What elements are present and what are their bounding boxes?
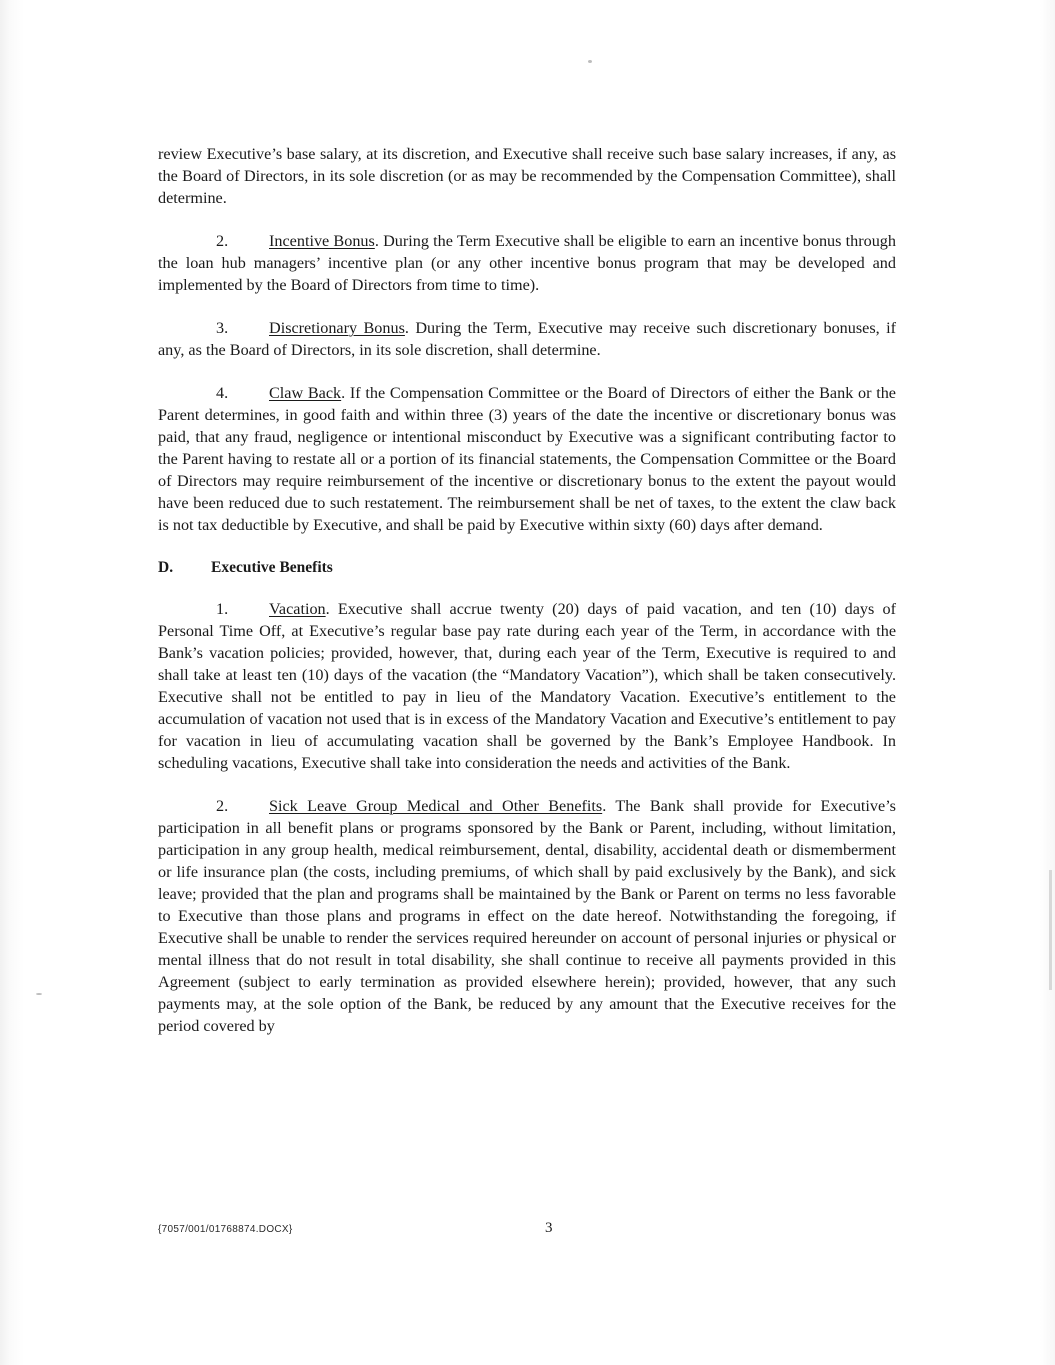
item-number: 1.	[216, 600, 229, 618]
incentive-bonus-title: Incentive Bonus	[269, 232, 375, 250]
page-number: 3	[545, 1220, 553, 1236]
section-d-title: Executive Benefits	[211, 559, 333, 576]
item-number: 2.	[216, 232, 229, 250]
claw-back-title: Claw Back	[269, 384, 342, 402]
incentive-bonus-body: . During the Term Executive shall be eligible to earn an incentive bonus through the loan hub managers’ incentive plan (or any other incentive bonus program that may be developed and implemented by the Board of Directors from time to time).	[158, 232, 896, 294]
item-number: 2.	[216, 797, 229, 815]
claw-back-body: . If the Compensation Committee or the Board of Directors of either the Bank or the Parent determines, in good faith and within three (3) years of the date the incentive or discretionary bonus was paid, that any fraud, negligence or intentional misconduct by Executive was a significant contributing factor to the Parent having to restate all or a portion of its financial statements, the Compensation Committee or the Board of Directors may require reimbursement of the incentive or discretionary bonus to the extent the payout would have been reduced due to such restatement. The reimbursement shall be net of taxes, to the extent the claw back is not tax deductible by Executive, and shall be paid by Executive within sixty (60) days after demand.	[158, 384, 896, 534]
item-number: 4.	[216, 384, 229, 402]
claw-back-paragraph	[158, 382, 896, 536]
sick-leave-paragraph	[158, 795, 896, 1037]
section-d-label: D.	[158, 559, 174, 576]
intro-paragraph: review Executive’s base salary, at its discretion, and Executive shall receive such base salary increases, if any, as the Board of Directors, in its sole discretion (or as may be recommended by the Compensation Committee), shall determine.	[158, 145, 896, 207]
scan-speck	[36, 993, 42, 995]
sick-leave-title: Sick Leave Group Medical and Other Benefits	[269, 797, 603, 815]
sick-leave-body: . The Bank shall provide for Executive’s participation in all benefit plans or programs sponsored by the Bank or Parent, including, without limitation, participation in any group health, medical reimbursement, dental, disability, accidental death or dismemberment or life insurance plan (the costs, including premiums, of which shall by paid exclusively by the Bank), and sick leave; provided that the plan and programs shall be maintained by the Bank or Parent on terms no less favorable to Executive than those plans and programs in effect on the date hereof. Notwithstanding the foregoing, if Executive shall be unable to render the services required hereunder on account of personal injuries or physical or mental illness that do not result in total disability, she shall continue to receive all payments provided in this Agreement (subject to early termination as provided elsewhere herein); provided, however, that any such payments may, at the sole option of the Bank, be reduced by any amount that the Executive receives for the period covered by	[158, 797, 896, 1035]
document-body	[158, 143, 896, 1058]
vacation-paragraph	[158, 598, 896, 774]
item-number: 3.	[216, 319, 229, 337]
vacation-body: . Executive shall accrue twenty (20) days of paid vacation, and ten (10) days of Personal Time Off, at Executive’s regular base pay rate during each year of the Term, in accordance with the Bank’s vacation policies; provided, however, that, during each year of the Term, Executive is required to and shall take at least ten (10) days of the vacation (the “Mandatory Vacation”), which shall be taken consecutively. Executive shall not be entitled to pay in lieu of the Mandatory Vacation. Executive’s entitlement to the accumulation of vacation not used that is in excess of the Mandatory Vacation and Executive’s entitlement to pay for vacation in lieu of accumulating vacation shall be governed by the Bank’s Employee Handbook. In scheduling vacations, Executive shall take into consideration the needs and activities of the Bank.	[158, 600, 896, 772]
discretionary-bonus-paragraph	[158, 317, 896, 361]
document-code: {7057/001/01768874.DOCX}	[158, 1224, 293, 1235]
scan-speck	[588, 60, 592, 63]
vacation-title: Vacation	[269, 600, 326, 618]
incentive-bonus-paragraph	[158, 230, 896, 296]
scan-edge-mark	[1049, 870, 1052, 990]
discretionary-bonus-title: Discretionary Bonus	[269, 319, 405, 337]
section-d-heading	[158, 557, 896, 579]
discretionary-bonus-body: . During the Term, Executive may receive such discretionary bonuses, if any, as the Board of Directors, in its sole discretion, shall determine.	[158, 319, 897, 359]
